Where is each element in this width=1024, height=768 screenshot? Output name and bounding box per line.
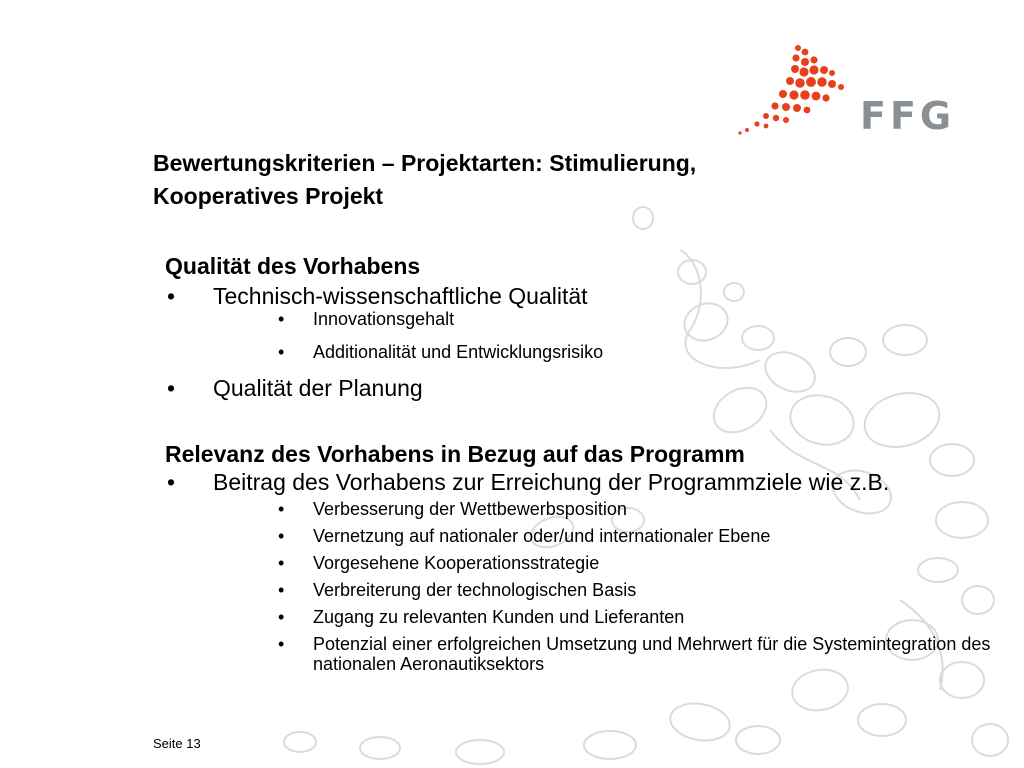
slide-title-line-2: Kooperatives Projekt bbox=[153, 183, 384, 209]
sub-bullet-text: Verbreiterung der technologischen Basis bbox=[313, 580, 637, 600]
sub-bullet-text: Additionalität und Entwicklungsrisiko bbox=[313, 342, 604, 362]
sub-bullet-text: Verbesserung der Wettbewerbsposition bbox=[313, 499, 627, 519]
bullet-dot: • bbox=[167, 283, 176, 309]
section-heading-relevance: Relevanz des Vorhabens in Bezug auf das Programm bbox=[165, 441, 745, 467]
bullet-dot: • bbox=[167, 375, 176, 401]
page-number: Seite 13 bbox=[153, 736, 201, 751]
bullet-dot: • bbox=[278, 342, 285, 362]
bullet-item bbox=[165, 284, 1005, 309]
bullet-dot: • bbox=[278, 309, 285, 329]
sub-bullet-text: Innovationsgehalt bbox=[313, 309, 455, 329]
sub-bullet-item bbox=[165, 634, 1005, 674]
sub-bullet-item bbox=[165, 607, 1005, 628]
sub-bullet-text: Vorgesehene Kooperationsstrategie bbox=[313, 553, 600, 573]
slide-title bbox=[153, 147, 913, 213]
bullet-dot: • bbox=[278, 607, 285, 627]
bullet-dot: • bbox=[278, 553, 285, 573]
bullet-text: Qualität der Planung bbox=[213, 375, 423, 401]
slide-content bbox=[165, 252, 1005, 674]
sub-bullet-item bbox=[165, 526, 1005, 547]
bullet-dot: • bbox=[278, 580, 285, 600]
slide-title-line-1: Bewertungskriterien – Projektarten: Stimulierung, bbox=[153, 150, 697, 176]
sub-bullet-item bbox=[165, 553, 1005, 574]
sub-bullet-text: Zugang zu relevanten Kunden und Lieferanten bbox=[313, 607, 685, 627]
bullet-dot: • bbox=[167, 469, 176, 495]
sub-bullet-text: Vernetzung auf nationaler oder/und internationaler Ebene bbox=[313, 526, 771, 546]
bullet-dot: • bbox=[278, 526, 285, 546]
sub-bullet-item bbox=[165, 580, 1005, 601]
bullet-dot: • bbox=[278, 499, 285, 519]
sub-bullet-text: Potenzial einer erfolgreichen Umsetzung und Mehrwert für die Systemintegration des nationalen Aeronautiksektors bbox=[313, 634, 991, 674]
ffg-logo-text: FFG bbox=[860, 94, 956, 138]
bullet-item bbox=[165, 376, 1005, 401]
sub-bullet-item bbox=[165, 499, 1005, 520]
bullet-text: Technisch-wissenschaftliche Qualität bbox=[213, 283, 588, 309]
bullet-text: Beitrag des Vorhabens zur Erreichung der Programmziele wie z.B. bbox=[213, 469, 890, 495]
bullet-dot: • bbox=[278, 634, 285, 654]
sub-bullet-item bbox=[165, 342, 1005, 363]
sub-bullet-item bbox=[165, 309, 1005, 330]
ffg-dot-swoosh-icon bbox=[735, 40, 855, 140]
section-heading-quality: Qualität des Vorhabens bbox=[165, 253, 421, 279]
bullet-item bbox=[165, 470, 1005, 495]
